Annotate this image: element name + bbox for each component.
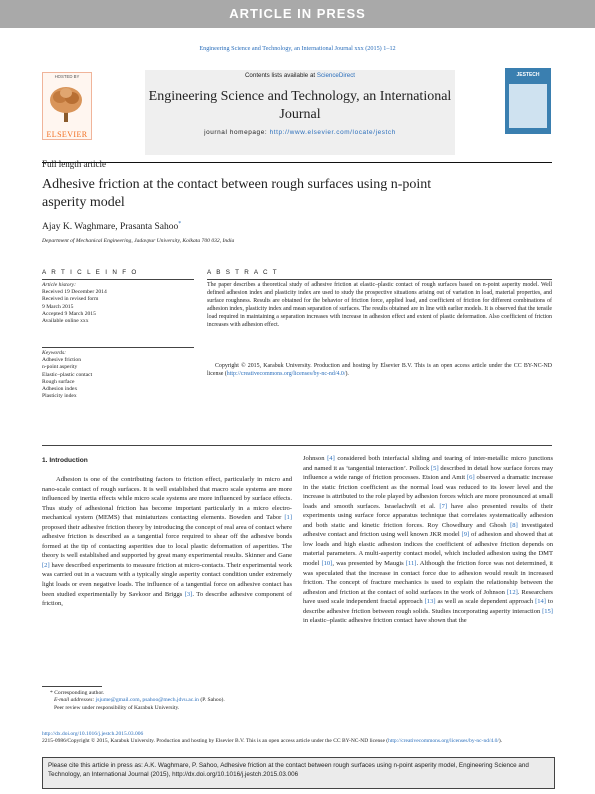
citation-link[interactable]: [8] bbox=[510, 521, 518, 529]
history-item: Received in revised form bbox=[42, 296, 99, 303]
citation-link[interactable]: [12] bbox=[506, 588, 518, 596]
body-text: . Although the friction force was not determined, it was speculated that the increase in contact force due to adhesion would result in increased friction. The concept of fracture mechanics is used to explain the relationship between the adhesion and friction at the contact of solid surfaces in the work of Johnson bbox=[303, 560, 553, 596]
doi-block bbox=[42, 731, 552, 746]
body-text: observed a dramatic increase in the static friction coefficient as the normal load was reduced to its lower level and the increase is attributed to the role played by adhesion forces which are more pronounced at small loads and smooth surfaces. Israelachvili et al. bbox=[303, 474, 553, 510]
body-text: as well as scale dependent approach bbox=[435, 598, 536, 606]
journal-cover-label: JESTECH bbox=[516, 72, 540, 78]
license-link[interactable]: http://creativecommons.org/licenses/by-nc-nd/4.0/ bbox=[226, 371, 346, 378]
homepage-link[interactable]: http://www.elsevier.com/locate/jestch bbox=[269, 129, 396, 136]
body-text: investigated adhesive contact and friction using well known JKR model bbox=[303, 521, 553, 539]
citation-link[interactable]: [6] bbox=[466, 474, 475, 482]
citation-box bbox=[42, 757, 555, 789]
front-matter-bottom-rule bbox=[42, 445, 552, 446]
body-text: . To describe adhesive component of friction, bbox=[42, 590, 292, 608]
license-line bbox=[42, 738, 552, 745]
keywords-rule bbox=[42, 347, 194, 348]
affiliation: Department of Mechanical Engineering, Jadavpur University, Kolkata 700 032, India bbox=[42, 238, 235, 244]
citation-link[interactable]: [9] bbox=[461, 531, 470, 539]
abstract-copyright bbox=[207, 362, 552, 378]
body-text: considered both interfacial sliding and tearing of inter-metallic micro junctions and named it as ‘tangential interaction’. Pollock bbox=[303, 455, 553, 472]
body-text: Johnson bbox=[303, 455, 328, 462]
email-end: (P. Sahoo). bbox=[198, 697, 225, 704]
abstract-rule bbox=[207, 279, 552, 280]
footnote-rule bbox=[42, 686, 102, 687]
email-line bbox=[42, 697, 292, 704]
article-in-press-banner bbox=[0, 0, 595, 28]
body-text: in elastic–plastic adhesive friction contact have shown that the bbox=[303, 617, 467, 625]
keyword: Rough surface bbox=[42, 378, 75, 385]
keyword: Plasticity index bbox=[42, 393, 77, 400]
citation-link[interactable]: [5] bbox=[431, 464, 439, 472]
body-text: , was presented by Maugis bbox=[332, 560, 406, 568]
running-head[interactable]: Engineering Science and Technology, an International Journal xxx (2015) 1–12 bbox=[199, 45, 396, 52]
history-item: Available online xxx bbox=[42, 318, 89, 325]
introduction-heading: 1. Introduction bbox=[42, 457, 88, 464]
keywords-list bbox=[42, 350, 194, 400]
copyright-text: Copyright © 2015, Karabuk University. Production and hosting by Elsevier B.V. This is an open access article under the CC BY-NC-ND license ( bbox=[207, 363, 552, 378]
article-history bbox=[42, 282, 194, 325]
keyword: Elastic–plastic contact bbox=[42, 371, 93, 378]
citation-link[interactable]: [4] bbox=[327, 455, 335, 462]
authors-line bbox=[42, 221, 181, 232]
citation-link[interactable]: [3] bbox=[184, 590, 193, 598]
citation-link[interactable]: [14] bbox=[535, 598, 546, 606]
email-label: E-mail addresses: bbox=[54, 697, 96, 704]
keywords-label: Keywords: bbox=[42, 350, 67, 356]
peer-review-note: Peer review under responsibility of Karabuk University. bbox=[54, 704, 180, 711]
citation-link[interactable]: [2] bbox=[42, 561, 50, 569]
citation-link[interactable]: [13] bbox=[424, 598, 436, 606]
journal-title: Engineering Science and Technology, an International Journal bbox=[148, 89, 452, 122]
citation-text: Please cite this article in press as: A.K. Waghmare, P. Sahoo, Adhesive friction at the contact between rough surfaces using n-point asperity model, Engineering Science and Technology, an International Journal (2015), http://dx.doi.org/10.1016/j.jestch.2015.03.006 bbox=[48, 762, 529, 778]
history-item: Accepted 9 March 2015 bbox=[42, 310, 96, 317]
keyword: n-point asperity bbox=[42, 364, 78, 371]
citation-link[interactable]: [15] bbox=[542, 607, 553, 615]
hosted-by-label: HOSTED BY bbox=[54, 74, 80, 79]
citation-link[interactable]: [1] bbox=[284, 514, 292, 522]
author-names: Ajay K. Waghmare, Prasanta Sahoo bbox=[42, 222, 179, 233]
citation-link[interactable]: [10] bbox=[321, 560, 333, 568]
license-line-end: ). bbox=[498, 738, 503, 745]
journal-cover-art bbox=[509, 84, 547, 128]
citation-link[interactable]: [11] bbox=[405, 560, 417, 568]
sciencedirect-link[interactable]: ScienceDirect bbox=[316, 72, 356, 79]
keyword: Adhesive friction bbox=[42, 357, 81, 364]
copyright-end: ). bbox=[345, 371, 349, 378]
journal-homepage bbox=[145, 129, 455, 136]
doi-link[interactable]: http://dx.doi.org/10.1016/j.jestch.2015.03.006 bbox=[42, 731, 144, 737]
body-text: have described experiments to measure friction at micro-contacts. Their experimental work was carried out in a vacuum with a typically single asperity contact condition under extremely light loads or even negative loads. The influence of a tangential force on adhesive contact has been studied experimentally by Savkoor and Briggs bbox=[42, 561, 292, 598]
email-separator: , bbox=[139, 697, 143, 704]
article-type: Full length article bbox=[42, 159, 106, 169]
history-item: 9 March 2015 bbox=[42, 303, 74, 310]
abstract-heading: A B S T R A C T bbox=[207, 269, 279, 276]
body-column-left bbox=[42, 475, 292, 609]
history-label: Article history: bbox=[42, 282, 77, 288]
body-column-right bbox=[303, 454, 553, 626]
history-item: Received 19 December 2014 bbox=[42, 289, 107, 296]
elsevier-wordmark: ELSEVIER bbox=[46, 130, 88, 139]
license-text: 2215-0986/Copyright © 2015, Karabuk University. Production and hosting by Elsevier B.V. This is an open access article under the CC BY-NC-ND license ( bbox=[42, 738, 389, 745]
email-link-2[interactable]: psahoo@mech.jdvu.ac.in bbox=[142, 697, 199, 704]
abstract-text: The paper describes a theoretical study of adhesive friction at elastic–plastic contact of rough surfaces based on n-point asperity model. Well defined adhesion index and plasticity index are used to study the prospective situations arising out of variation in load, material properties, and surface roughness. Results are obtained for the behavior of friction force, applied load, and coefficient of friction for different combinations of adhesion index, plasticity index and mean separation of surfaces. The results obtained are in line with earlier models. It is observed that the tensile load required in maintaining a separation increases with increase in adhesion effect and extent of plastic deformation. Also coefficient of friction increases with adhesion effect. bbox=[207, 282, 552, 329]
body-text: have also presented results of their experiments using surface force apparatus technique that correlates systematically adhesion and both static and kinetic friction forces. Roy Chowdhury and Ghosh bbox=[303, 502, 553, 529]
license-line-link[interactable]: http://creativecommons.org/licenses/by-nc-nd/4.0/ bbox=[388, 738, 499, 745]
body-text: of adhesion and showed that at low loads and high elastic adhesion indices the coefficient of adhesive friction depends on material parameters. A multi-asperity contact model, which included adhesion using the DMT model bbox=[303, 531, 554, 568]
body-text: Adhesion is one of the contributing factors to friction effect, particularly in micro and nano-scale contact of rough surfaces. It is well established that macro scale systems are more influenced by inertia effects while micro scale systems are more influenced by surface effects. Thus study of adhesional friction has become important particularly in a micro electro-mechanical system (MEMS) that miniaturizes contacting elements. Bowden and Tabor bbox=[42, 476, 292, 522]
article-info-rule bbox=[42, 279, 194, 280]
elsevier-tree-icon bbox=[46, 84, 86, 124]
citation-link[interactable]: [7] bbox=[439, 502, 448, 510]
article-info-heading: A R T I C L E I N F O bbox=[42, 269, 139, 276]
article-title: Adhesive friction at the contact between rough surfaces using n-point asperity model bbox=[42, 177, 432, 210]
keyword: Adhesion index bbox=[42, 386, 78, 393]
homepage-prefix: journal homepage: bbox=[204, 129, 270, 136]
contents-line bbox=[145, 72, 455, 79]
body-text: . Researchers have used scale independent fractal approach bbox=[303, 588, 553, 606]
contents-prefix: Contents lists available at bbox=[244, 72, 317, 79]
body-text: described in detail how surface forces may influence a wide range of friction processes. Etsion and Amit bbox=[303, 464, 553, 482]
body-text: to describe adhesive friction between rough solids. Studies incorporating asperity interaction bbox=[303, 598, 553, 615]
body-text: proposed their adhesive friction theory by introducing the concept of real area of contact where adhesive friction is described as a tangential force required to shear off the adhesive bonds formed at the tip of contacting asperities due to local plastic deformation of asperities. The theory is well established and supported by great many experimental results. Skinner and Gane bbox=[42, 523, 292, 560]
corresponding-author-note: * Corresponding author. bbox=[50, 690, 105, 696]
footnote bbox=[42, 690, 292, 712]
email-link-1[interactable]: jsjume@gmail.com bbox=[95, 697, 140, 704]
corresponding-author-mark[interactable]: * bbox=[178, 221, 182, 227]
banner-text: ARTICLE IN PRESS bbox=[229, 6, 366, 21]
